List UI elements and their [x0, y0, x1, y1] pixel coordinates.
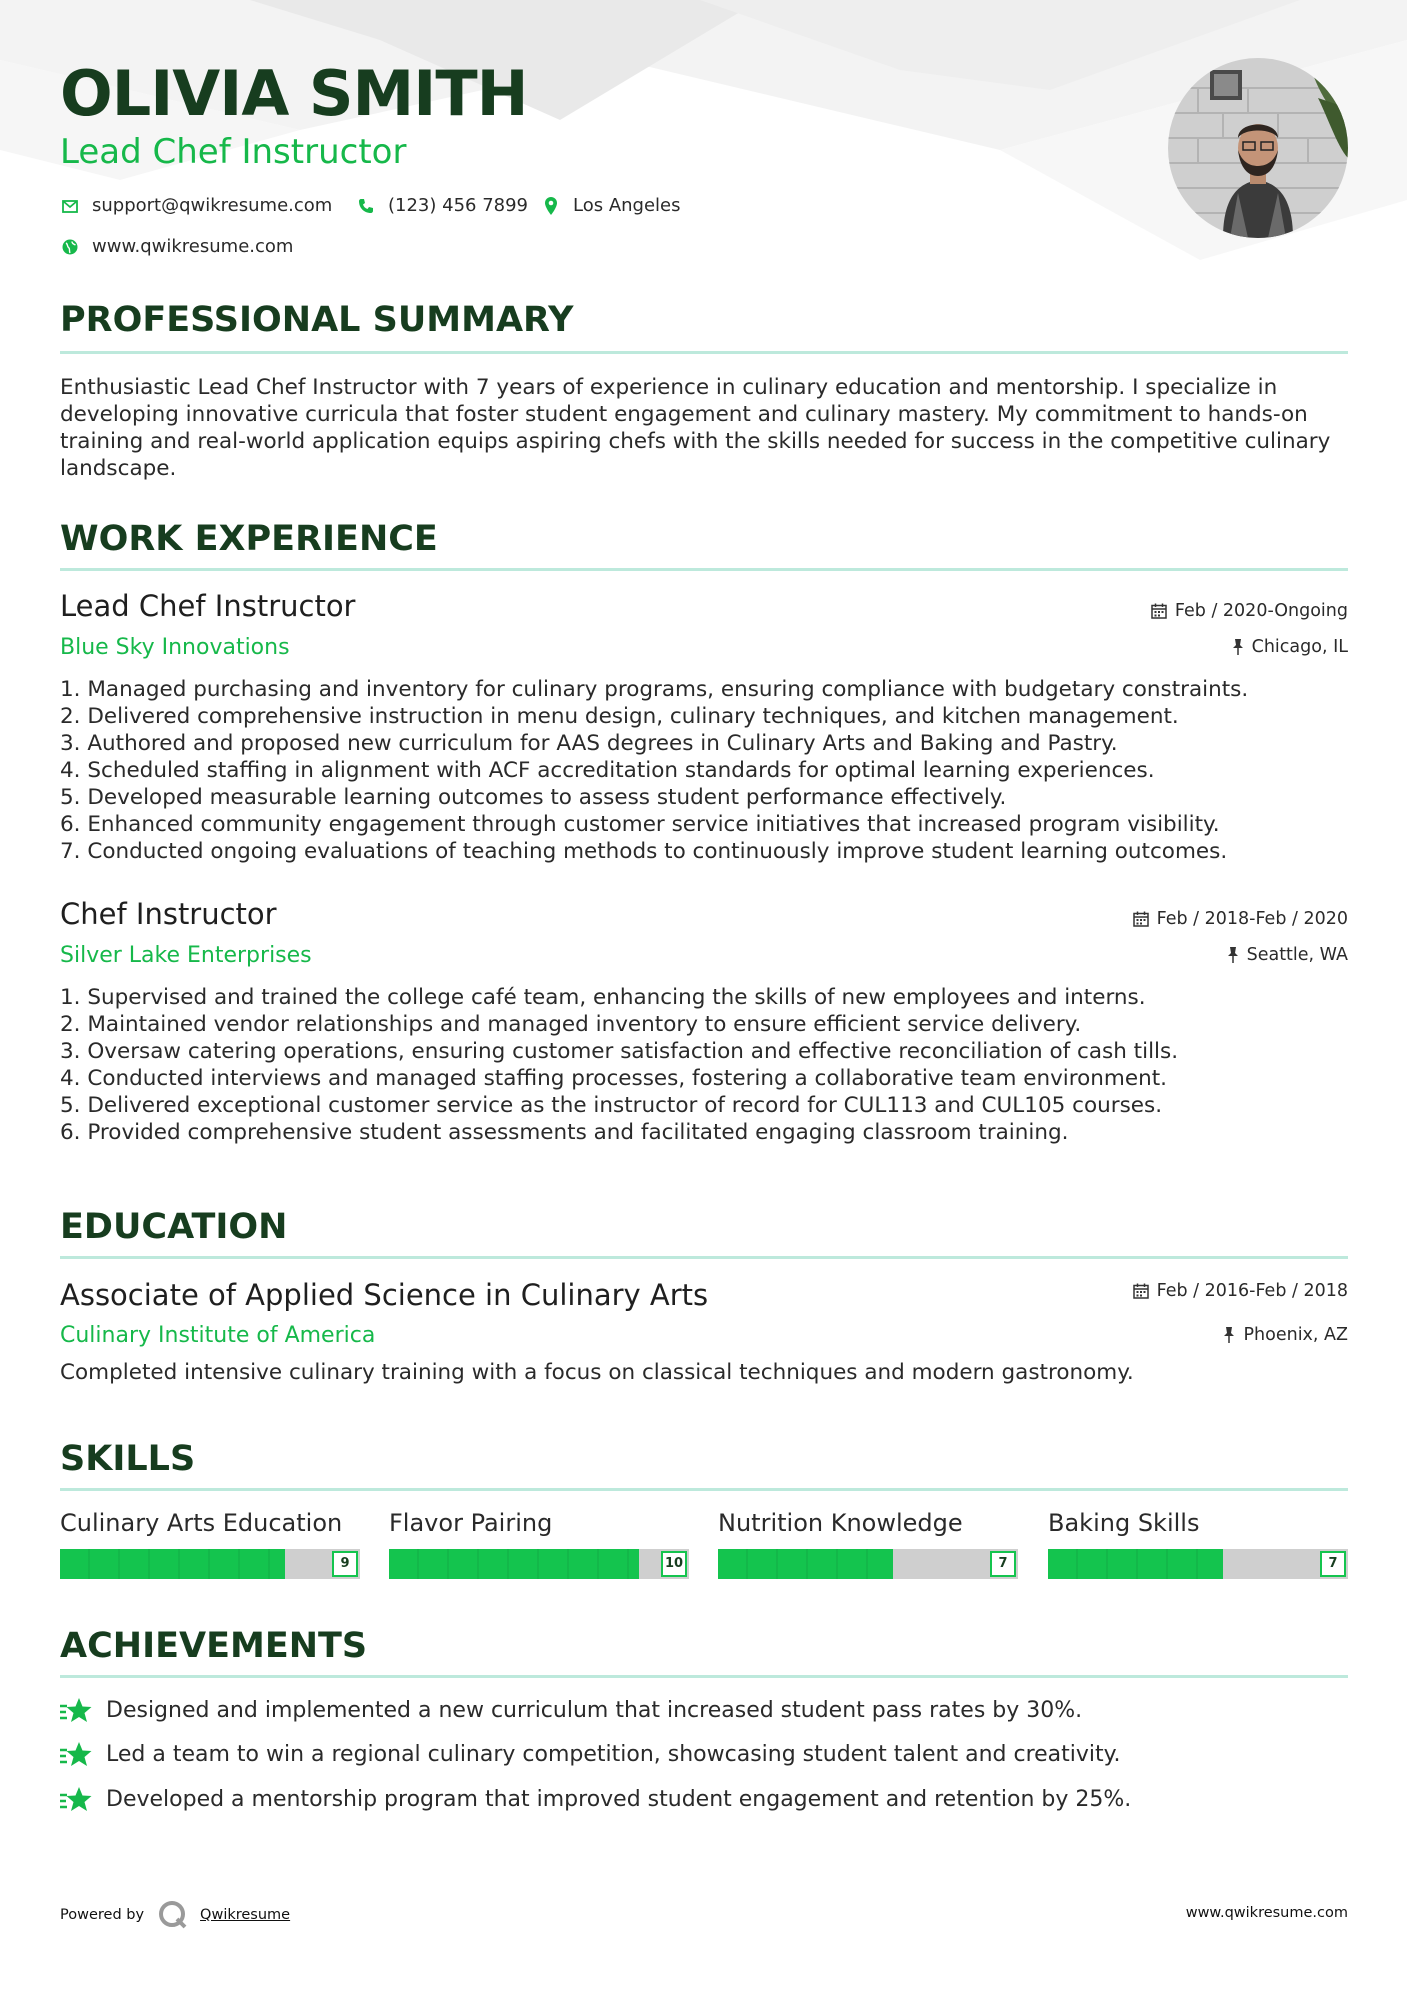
skill-name: Nutrition Knowledge: [718, 1509, 963, 1537]
list-item: 5. Developed measurable learning outcomes to assess student performance effectively.: [60, 785, 1007, 810]
list-item: 2. Delivered comprehensive instruction in menu design, culinary techniques, and kitchen management.: [60, 704, 1179, 729]
degree-title: Associate of Applied Science in Culinary Arts: [60, 1278, 709, 1312]
list-item: 3. Authored and proposed new curriculum for AAS degrees in Culinary Arts and Baking and Pastry.: [60, 731, 1118, 756]
education-heading: EDUCATION: [60, 1207, 288, 1247]
job-dates: [1133, 907, 1348, 931]
achievement-item: [60, 1697, 1082, 1725]
list-item: 4. Scheduled staffing in alignment with ACF accreditation standards for optimal learning experiences.: [60, 758, 1155, 783]
contact-phone[interactable]: [356, 194, 528, 218]
school-name: Culinary Institute of America: [60, 1323, 376, 1348]
education-location-text: Phoenix, AZ: [1243, 1325, 1348, 1345]
contact-location: [541, 194, 681, 218]
job-dates-text: Feb / 2018-Feb / 2020: [1156, 909, 1348, 929]
list-item: 6. Provided comprehensive student assessments and facilitated engaging classroom training.: [60, 1120, 1069, 1145]
contact-website[interactable]: [60, 235, 293, 259]
candidate-role: Lead Chef Instructor: [60, 132, 407, 172]
achievement-item: [60, 1786, 1131, 1814]
list-item: 7. Conducted ongoing evaluations of teaching methods to continuously improve student learning outcomes.: [60, 839, 1228, 864]
location-text: Los Angeles: [573, 195, 681, 216]
job-location-text: Seattle, WA: [1246, 945, 1348, 965]
pushpin-icon: [1227, 947, 1239, 963]
skill-bar: [718, 1549, 1018, 1579]
phone-icon: [356, 196, 376, 216]
star-icon: [60, 1786, 92, 1814]
contact-email[interactable]: [60, 194, 332, 218]
education-dates-text: Feb / 2016-Feb / 2018: [1156, 1281, 1348, 1301]
achievement-text: Designed and implemented a new curriculum that increased student pass rates by 30%.: [106, 1698, 1083, 1723]
profile-photo: [1168, 58, 1348, 238]
achievements-divider: [60, 1675, 1348, 1678]
experience-divider: [60, 568, 1348, 571]
summary-text: Enthusiastic Lead Chef Instructor with 7 years of experience in culinary education and mentorship. I specialize in developing innovative curricula that foster student engagement and culinary mastery. My commitment to hands-on training and real-world application equips aspiring chefs with the skills needed for success in the competitive culinary landscape.: [60, 375, 1331, 481]
list-item: 4. Conducted interviews and managed staffing processes, fostering a collaborative team environment.: [60, 1066, 1167, 1091]
skill-bar: [389, 1549, 689, 1579]
skills-heading: SKILLS: [60, 1439, 196, 1479]
skill-level-badge: 9: [332, 1551, 358, 1577]
education-location: [1223, 1323, 1348, 1347]
star-icon: [60, 1697, 92, 1725]
website-text: www.qwikresume.com: [92, 236, 294, 257]
list-item: 1. Supervised and trained the college café team, enhancing the skills of new employees and interns.: [60, 985, 1146, 1010]
job-responsibilities: [60, 984, 1350, 1146]
education-divider: [60, 1256, 1348, 1259]
skill-bar-fill: [389, 1549, 639, 1579]
phone-text: (123) 456 7899: [388, 195, 529, 216]
skill-name: Baking Skills: [1048, 1509, 1200, 1537]
summary-heading: PROFESSIONAL SUMMARY: [60, 300, 574, 340]
email-text: support@qwikresume.com: [92, 195, 333, 216]
job-location-text: Chicago, IL: [1251, 637, 1348, 657]
achievement-item: [60, 1741, 1121, 1769]
job-location: [1232, 635, 1348, 659]
job-dates: [1151, 599, 1348, 623]
list-item: 2. Maintained vendor relationships and managed inventory to ensure efficient service delivery.: [60, 1012, 1082, 1037]
footer-website[interactable]: www.qwikresume.com: [1185, 1905, 1348, 1921]
powered-by-text: Powered by: [60, 1907, 145, 1923]
globe-icon: [60, 237, 80, 257]
skill-level-badge: 7: [990, 1551, 1016, 1577]
pushpin-icon: [1223, 1327, 1235, 1343]
education-dates: [1133, 1279, 1348, 1303]
experience-heading: WORK EXPERIENCE: [60, 519, 438, 559]
skill-level-badge: 7: [1320, 1551, 1346, 1577]
pushpin-icon: [1232, 639, 1244, 655]
achievement-text: Developed a mentorship program that improved student engagement and retention by 25%.: [106, 1787, 1132, 1812]
skills-divider: [60, 1488, 1348, 1491]
skill-bar: [1048, 1549, 1348, 1579]
job-location: [1227, 943, 1348, 967]
calendar-icon: [1133, 911, 1149, 927]
skill-level-badge: 10: [661, 1551, 687, 1577]
summary-divider: [60, 351, 1348, 354]
qwikresume-link[interactable]: Qwikresume: [200, 1907, 291, 1923]
skill-bar-fill: [1048, 1549, 1223, 1579]
job-company: Blue Sky Innovations: [60, 635, 290, 660]
job-responsibilities: [60, 676, 1350, 865]
list-item: 3. Oversaw catering operations, ensuring customer satisfaction and effective reconciliation of cash tills.: [60, 1039, 1179, 1064]
qwikresume-logo-icon: [158, 1900, 188, 1930]
job-dates-text: Feb / 2020-Ongoing: [1174, 601, 1348, 621]
achievements-heading: ACHIEVEMENTS: [60, 1626, 368, 1666]
job-company: Silver Lake Enterprises: [60, 943, 312, 968]
star-icon: [60, 1741, 92, 1769]
list-item: 1. Managed purchasing and inventory for culinary programs, ensuring compliance with budgetary constraints.: [60, 677, 1249, 702]
skill-name: Flavor Pairing: [389, 1509, 553, 1537]
calendar-icon: [1133, 1283, 1149, 1299]
job-title: Lead Chef Instructor: [60, 589, 356, 623]
skill-bar-fill: [60, 1549, 285, 1579]
candidate-name: OLIVIA SMITH: [60, 57, 528, 130]
envelope-icon: [60, 196, 80, 216]
footer-powered-by: [60, 1900, 290, 1930]
education-description: Completed intensive culinary training with a focus on classical techniques and modern gastronomy.: [60, 1360, 1134, 1385]
achievement-text: Led a team to win a regional culinary competition, showcasing student talent and creativity.: [106, 1742, 1121, 1767]
skill-bar-fill: [718, 1549, 893, 1579]
skill-bar: [60, 1549, 360, 1579]
job-title: Chef Instructor: [60, 897, 277, 931]
map-pin-icon: [541, 196, 561, 216]
calendar-icon: [1151, 603, 1167, 619]
list-item: 6. Enhanced community engagement through customer service initiatives that increased program visibility.: [60, 812, 1220, 837]
list-item: 5. Delivered exceptional customer service as the instructor of record for CUL113 and CUL105 courses.: [60, 1093, 1163, 1118]
skill-name: Culinary Arts Education: [60, 1509, 343, 1537]
